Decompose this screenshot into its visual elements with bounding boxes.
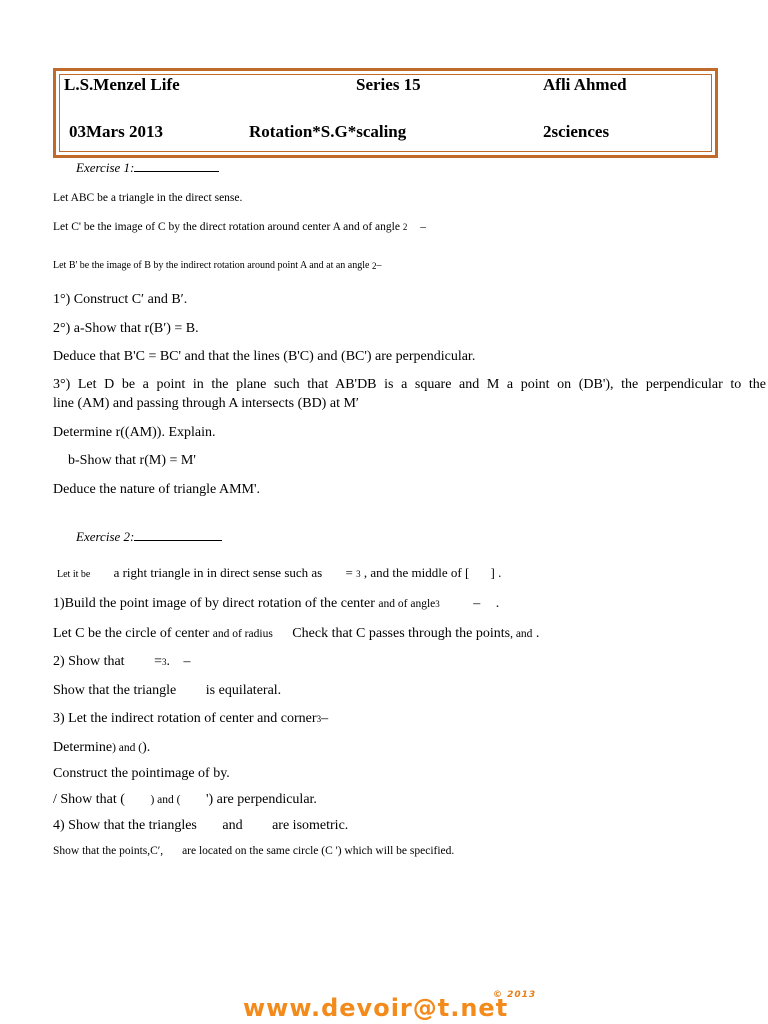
ex2-question-3-perpendicular [53,792,317,808]
equals-sign: = [345,565,353,580]
ex2-question-2-triangle [53,683,281,699]
ex1-question-1: 1°) Construct C′ and B′. [53,292,188,307]
ex2-q4-text-g: are located on the same circle (C ') which will be specified. [182,845,455,857]
ex2-intro-e: , and [363,565,390,580]
period: . [166,654,170,669]
ex2-intro-b: a right triangle in [113,565,204,580]
ex1-line-1: Let ABC be a triangle in the direct sense. [53,192,243,204]
header-date: 03Mars 2013 [69,122,163,141]
ex2-question-3-determine [53,740,150,756]
ex2-q4-text-e: Show that the points [53,845,148,857]
ex2-q4-text-b: Show that the triangles [68,818,197,833]
exercise-1-title-text: Exercise 1: [76,160,135,175]
ex2-q3-text-m: ) and ( [150,794,181,806]
ex2-q2-text-g: is equilateral. [205,683,282,698]
ex2-q4-text-d: are isometric. [272,818,349,833]
period: . [495,596,500,611]
ex2-question-4 [53,818,348,834]
ex2-question-4-points [53,845,454,857]
ex2-question-3-construct [53,766,230,782]
ex1-question-3b: b-Show that r(M) = M' [68,453,196,468]
ex2-q3-text-n: ') are perpendicular. [205,792,317,807]
ex2-question-3 [53,711,328,727]
ex1-question-3-line-1: 3°) Let D be a point in the plane such that AB'DB is a square and M a point on (DB'), the perpendicular to the [53,377,766,392]
ex2-q1-text-d: by direct rotation of the center [205,596,375,611]
header-topic: Rotation*S.G*scaling [249,122,407,141]
ex2-q3-text-f: ) and ( [112,742,143,754]
ex2-q4-number: 4) [53,818,65,833]
ex2-intro-a: Let it be [57,569,91,580]
fraction-denominator: 2 [371,260,377,271]
ex2-q1-text-i: and of radius [212,628,273,640]
ex2-q4-text-f: ,C′, [147,845,164,857]
watermark-text: www.devoir@t.net [243,994,509,1022]
minus-sign: – [376,260,382,271]
ex2-q2-text-f: Show that the triangle [53,683,177,698]
fraction-denominator: 3 [356,569,361,580]
ex2-q3-text-j: by [213,766,227,781]
fraction-pi-over-3 [356,570,361,578]
ex2-intro [57,565,501,581]
equals-sign: = [154,654,162,669]
header-level: 2sciences [543,122,610,141]
ex2-q1-text-b: Build the point [64,596,149,611]
ex2-q3-text-a: 3) Let [53,711,87,726]
ex2-question-1 [53,596,499,612]
period: . [535,626,540,641]
ex2-q1-text-k: , and [510,628,533,640]
exercise-2-title-text: Exercise 2: [76,529,135,544]
fraction-pi-over-3 [435,600,440,608]
ex1-question-2a: 2°) a-Show that r(B′) = B. [53,321,199,336]
ex2-intro-c: in direct sense such as [206,565,323,580]
ex2-q1-text-h: Let C be the circle of center [53,626,210,641]
minus-sign: – [420,221,426,233]
fraction-denominator: 3 [435,598,440,609]
ex2-q1-number: 1) [53,596,65,611]
ex2-q1-text-j: Check that C passes through the points [292,626,511,641]
header-author: Afli Ahmed [543,75,627,94]
ex1-line-2 [53,221,426,233]
ex2-intro-g: ] . [490,565,502,580]
ex2-intro-f: the middle of [ [392,565,470,580]
ex2-q3-text-b: the indirect rotation of center [90,711,254,726]
ex2-question-2 [53,654,190,670]
ex2-q1-text-c: image of [152,596,202,611]
exercise-2-title [76,529,222,545]
ex2-q3-text-l: / Show that ( [53,792,125,807]
watermark-copyright: © 2013 [493,990,537,1000]
ex2-q1-text-e: and of angle [378,598,436,610]
ex1-question-3-line-2: line (AM) and passing through A intersects (BD) at M′ [53,396,359,411]
watermark-logo [243,990,537,1022]
ex2-q4-text-c: and [222,818,243,833]
minus-sign: – [473,596,481,611]
ex1-line-2-text: Let C' be the image of C by the direct rotation around center A and of angle [53,221,400,233]
ex2-q2-text-b: Show that [68,654,125,669]
ex1-question-3-determine: Determine r((AM)). Explain. [53,425,216,440]
fraction-denominator: 3 [316,713,322,724]
ex2-q3-text-h: Construct the point [53,766,161,781]
ex2-q3-text-i: image of [160,766,210,781]
ex1-line-3-text: Let B' be the image of B by the indirect rotation around point A and at an angle [53,260,370,271]
minus-sign: – [183,654,191,669]
period: . [226,766,230,781]
fraction-denominator: 2 [402,222,408,233]
ex2-q3-text-e: Determine [53,740,113,755]
minus-sign: – [321,711,329,726]
fraction-pi-over-2 [403,223,408,231]
exercise-1-title [76,160,219,176]
title-underline [134,539,222,541]
header-series: Series 15 [356,75,421,94]
ex1-line-3 [53,260,381,271]
fraction-denominator: 3 [161,656,167,667]
ex2-q3-text-g: ). [142,740,151,755]
ex2-question-1-circle [53,626,539,642]
ex1-question-3-deduce: Deduce the nature of triangle AMM'. [53,482,261,497]
header-school: L.S.Menzel Life [64,75,180,94]
ex1-question-2b: Deduce that B'C = BC' and that the lines (B'C) and (BC') are perpendicular. [53,349,476,364]
ex2-q3-text-c: and corner [257,711,317,726]
title-underline [134,170,219,172]
ex2-q2-number: 2) [53,654,65,669]
